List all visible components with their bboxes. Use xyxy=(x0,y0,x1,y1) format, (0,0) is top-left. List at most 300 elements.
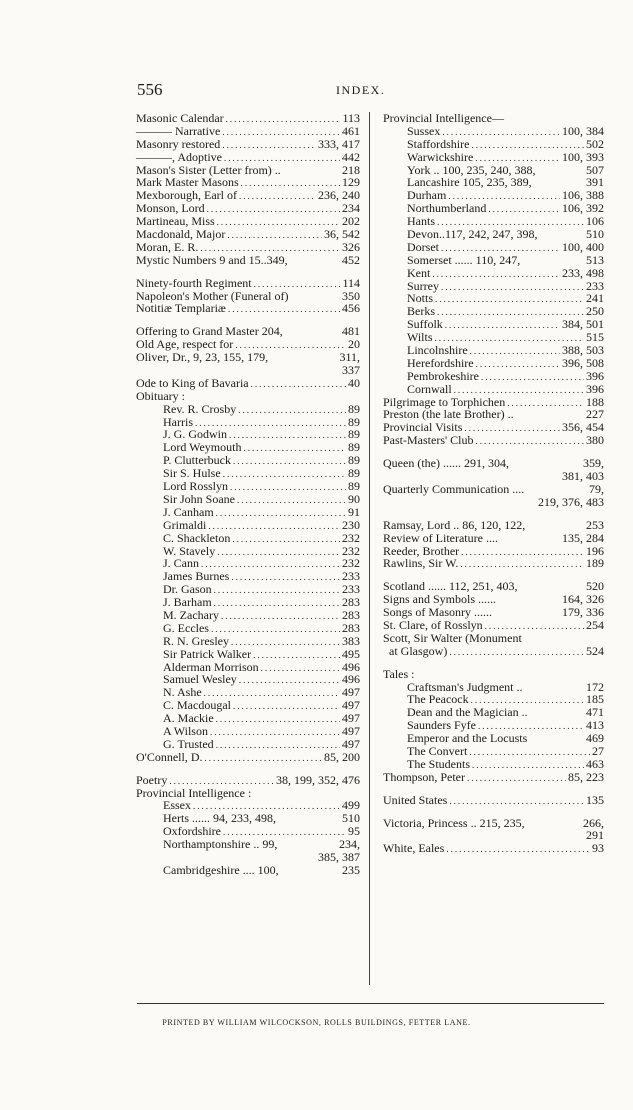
page-refs: 129 xyxy=(342,175,360,190)
entry-term: Masonry restored xyxy=(136,136,221,151)
entry-term: Mark Master Masons xyxy=(136,175,239,190)
entry-term: M. Zachary xyxy=(163,607,219,622)
entry-term: York .. 100, 235, 240, 388, xyxy=(407,162,536,177)
entry-term: Past-Masters' Club xyxy=(383,433,474,448)
dot-leader xyxy=(446,843,590,856)
page-refs: 452 xyxy=(342,252,360,267)
entry-term: Review of Literature .... xyxy=(383,530,498,545)
page-refs: 469 xyxy=(586,731,604,746)
index-entry xyxy=(379,619,604,632)
page-refs: 497 xyxy=(342,698,360,713)
entry-term: Poetry xyxy=(136,772,168,787)
page-number: 556 xyxy=(137,80,163,99)
index-entry xyxy=(379,817,604,830)
entry-term: Mystic Numbers 9 and 15..349, xyxy=(136,252,288,267)
entry-term: Notitiæ Templariæ xyxy=(136,301,226,316)
entry-term: United States xyxy=(383,792,448,807)
dot-leader xyxy=(445,319,560,332)
entry-term: O'Connell, D. xyxy=(136,749,203,764)
entry-term: Dr. Gason xyxy=(163,582,212,597)
index-entry xyxy=(379,645,604,658)
index-entry xyxy=(379,112,604,125)
entry-term: Masonic Calendar xyxy=(136,111,224,125)
entry-term: James Burnes xyxy=(163,569,230,584)
entry-term: J. G. Godwin xyxy=(163,427,228,442)
page-refs: 164, 326 xyxy=(562,592,604,607)
entry-term: ——— Narrative xyxy=(136,123,221,138)
index-entry xyxy=(132,241,360,254)
entry-term: Songs of Masonry ...... xyxy=(383,605,493,620)
page-refs: 114 xyxy=(342,275,360,290)
dot-leader xyxy=(481,371,584,384)
page-refs: 234, xyxy=(339,837,360,852)
page-refs: 396 xyxy=(586,381,604,396)
index-subentry xyxy=(379,125,604,138)
entry-term: J. Canham xyxy=(163,504,214,519)
dot-leader xyxy=(441,281,584,294)
index-subentry xyxy=(132,609,360,622)
dot-leader xyxy=(210,726,340,739)
entry-term: Ninety-fourth Regiment xyxy=(136,275,252,290)
entry-term: Victoria, Princess .. 215, 235, xyxy=(383,815,525,830)
page-refs: 196 xyxy=(586,543,604,558)
entry-term: Samuel Wesley xyxy=(163,672,237,687)
entry-term: Signs and Symbols ...... xyxy=(383,592,497,607)
dot-leader xyxy=(449,795,584,808)
dot-leader xyxy=(216,739,340,752)
index-entry xyxy=(132,151,360,164)
page-refs: 524 xyxy=(586,643,604,658)
entry-term: Old Age, respect for xyxy=(136,337,234,352)
entry-term: Monson, Lord xyxy=(136,201,205,216)
entry-term: R. N. Gresley xyxy=(163,633,229,648)
page-refs: 380 xyxy=(586,433,604,448)
page-refs: 502 xyxy=(586,136,604,151)
dot-leader xyxy=(470,345,560,358)
page-refs: 219, 376, 483 xyxy=(538,494,604,509)
entry-term: Dorset xyxy=(407,239,439,254)
dot-leader xyxy=(223,468,346,481)
page-refs: 89 xyxy=(348,440,360,455)
entry-term: Moran, E. R. xyxy=(136,239,199,254)
page-refs: 89 xyxy=(348,414,360,429)
page-refs: 232 xyxy=(342,530,360,545)
page-refs: 233 xyxy=(342,569,360,584)
index-subentry xyxy=(132,493,360,506)
entry-term: Lincolnshire xyxy=(407,343,468,358)
index-subentry xyxy=(379,370,604,383)
entry-term: Lancashire 105, 235, 389, xyxy=(407,175,532,190)
dot-leader xyxy=(221,610,340,623)
page-refs: 266, xyxy=(583,815,604,830)
page-refs: 233, 498 xyxy=(562,265,604,280)
index-subentry xyxy=(132,519,360,532)
index-subentry xyxy=(132,403,360,416)
index-entry xyxy=(379,434,604,447)
index-subentry xyxy=(132,506,360,519)
dot-leader xyxy=(432,268,560,281)
entry-term: White, Eales xyxy=(383,841,445,856)
page-refs: 91 xyxy=(348,504,360,519)
page-refs: 513 xyxy=(586,252,604,267)
entry-term: The Students xyxy=(407,756,470,771)
entry-term: Sir Patrick Walker xyxy=(163,646,252,661)
entry-term: at Glasgow) xyxy=(389,643,448,658)
page-refs: 40 xyxy=(348,375,360,390)
page-refs: 481 xyxy=(342,324,360,339)
dot-leader xyxy=(233,700,340,713)
page-refs: 232 xyxy=(342,543,360,558)
page-refs: 85, 223 xyxy=(568,769,604,784)
page-refs: 89 xyxy=(348,401,360,416)
dot-leader xyxy=(253,649,340,662)
index-entry xyxy=(132,138,360,151)
entry-term: Napoleon's Mother (Funeral of) xyxy=(136,288,289,303)
index-entry xyxy=(132,277,360,290)
dot-leader xyxy=(214,597,340,610)
dot-leader xyxy=(217,546,340,559)
page-refs: 135, 284 xyxy=(562,530,604,545)
index-entry xyxy=(132,254,360,267)
index-subentry xyxy=(132,480,360,493)
entry-term: Wilts xyxy=(407,330,433,345)
entry-term: Northamptonshire .. 99, xyxy=(163,837,278,852)
page-refs: 510 xyxy=(342,811,360,826)
page-refs: 499 xyxy=(342,798,360,813)
page-refs: 391 xyxy=(586,175,604,190)
page-refs: 495 xyxy=(342,646,360,661)
dot-leader xyxy=(467,772,566,785)
index-entry xyxy=(132,774,360,787)
entry-term: Essex xyxy=(163,798,191,813)
entry-term: Martineau, Miss xyxy=(136,214,215,229)
page-refs: 497 xyxy=(342,723,360,738)
page-refs: 235 xyxy=(342,862,360,877)
entry-term: Lord Weymouth xyxy=(163,440,242,455)
index-subentry xyxy=(379,228,604,241)
page-refs: 179, 336 xyxy=(562,605,604,620)
index-subentry xyxy=(379,254,604,267)
page-refs: 311, xyxy=(339,350,360,365)
column-divider xyxy=(369,112,370,985)
dot-leader xyxy=(449,646,584,659)
page-refs: 250 xyxy=(586,304,604,319)
page-refs: 93 xyxy=(592,841,604,856)
page-refs: 510 xyxy=(586,227,604,242)
page-refs: 283 xyxy=(342,620,360,635)
page-refs: 100, 384 xyxy=(562,123,604,138)
dot-leader xyxy=(469,746,590,759)
page-refs: 515 xyxy=(586,330,604,345)
dot-leader xyxy=(232,533,340,546)
dot-leader xyxy=(476,358,560,371)
dot-leader xyxy=(238,404,346,417)
page-refs: 79, xyxy=(589,481,604,496)
entry-term: Tales : xyxy=(383,666,415,681)
page-refs: 496 xyxy=(342,659,360,674)
entry-term: Suffolk xyxy=(407,317,443,332)
entry-term: P. Clutterbuck xyxy=(163,453,231,468)
page-refs: 218 xyxy=(342,162,360,177)
dot-leader xyxy=(507,397,584,410)
page-refs: 356, 454 xyxy=(562,420,604,435)
entry-term: Sir S. Hulse xyxy=(163,466,221,481)
footer-rule xyxy=(137,1003,604,1004)
page-refs: 520 xyxy=(586,579,604,594)
page-refs: 396, 508 xyxy=(562,355,604,370)
entry-term: Pilgrimage to Torphichen xyxy=(383,394,506,409)
dot-leader xyxy=(243,442,346,455)
entry-term: Mexborough, Earl of xyxy=(136,188,237,203)
page-refs: 38, 199, 352, 476 xyxy=(276,772,360,787)
page-refs: 383 xyxy=(342,633,360,648)
entry-term: St. Clare, of Rosslyn xyxy=(383,617,483,632)
entry-term: J. Cann xyxy=(163,556,199,571)
index-subentry xyxy=(132,738,360,751)
index-entry-continuation xyxy=(379,496,604,509)
page-refs: 388, 503 xyxy=(562,343,604,358)
index-subentry xyxy=(132,635,360,648)
page-refs: 20 xyxy=(348,337,360,352)
entry-term: W. Stavely xyxy=(163,543,216,558)
index-entry xyxy=(132,302,360,315)
dot-leader xyxy=(231,571,340,584)
page-refs: 113 xyxy=(342,111,360,125)
index-subentry xyxy=(379,383,604,396)
index-subentry xyxy=(379,151,604,164)
entry-term: Rev. R. Crosby xyxy=(163,401,237,416)
index-entry-continuation xyxy=(379,470,604,483)
page-refs: 442 xyxy=(342,149,360,164)
page-refs: 497 xyxy=(342,685,360,700)
entry-term: A Wilson xyxy=(163,723,208,738)
dot-leader xyxy=(476,435,585,448)
entry-term: Provincial Intelligence : xyxy=(136,785,252,800)
page-refs: 233 xyxy=(342,582,360,597)
entry-term: Emperor and the Locusts xyxy=(407,731,528,746)
dot-leader xyxy=(226,113,341,126)
dot-leader xyxy=(216,713,340,726)
entry-term: Reeder, Brother xyxy=(383,543,460,558)
index-subentry xyxy=(379,267,604,280)
entry-term: C. Macdougal xyxy=(163,698,231,713)
page-refs: 106 xyxy=(586,214,604,229)
entry-term: The Peacock xyxy=(407,692,469,707)
entry-term: Oliver, Dr., 9, 23, 155, 179, xyxy=(136,350,269,365)
page-refs: 497 xyxy=(342,711,360,726)
page-refs: 232 xyxy=(342,556,360,571)
page-refs: 496 xyxy=(342,672,360,687)
index-entry xyxy=(379,668,604,681)
page-refs: 172 xyxy=(586,679,604,694)
dot-leader xyxy=(239,674,340,687)
dot-leader xyxy=(216,507,346,520)
entry-term: Sussex xyxy=(407,123,441,138)
running-head: INDEX. xyxy=(336,83,386,97)
dot-leader xyxy=(230,481,346,494)
dot-leader xyxy=(464,422,560,435)
page-refs: 283 xyxy=(342,607,360,622)
entry-term: Herts ...... 94, 233, 498, xyxy=(163,811,276,826)
index-column-left xyxy=(132,112,360,877)
page-refs: 381, 403 xyxy=(562,469,604,484)
page-refs: 236, 240 xyxy=(318,188,360,203)
dot-leader xyxy=(261,662,340,675)
page-refs: 456 xyxy=(342,301,360,316)
entry-term: Alderman Morrison xyxy=(163,659,259,674)
entry-term: Harris xyxy=(163,414,193,429)
index-entry-continuation xyxy=(132,364,360,377)
page-refs: 36, 542 xyxy=(324,227,360,242)
dot-leader xyxy=(205,752,323,765)
page-refs: 202 xyxy=(342,214,360,229)
entry-term: Obituary : xyxy=(136,388,185,403)
page-refs: 89 xyxy=(348,479,360,494)
dot-leader xyxy=(239,190,316,203)
entry-term: Devon..117, 242, 247, 398, xyxy=(407,227,538,242)
dot-leader xyxy=(488,203,560,216)
entry-term: Grimaldi xyxy=(163,517,207,532)
entry-term: The Convert xyxy=(407,743,468,758)
entry-term: Northumberland xyxy=(407,201,487,216)
page-refs: 359, xyxy=(583,456,604,471)
page-refs: 230 xyxy=(342,517,360,532)
index-subentry xyxy=(132,864,360,877)
page-refs: 234 xyxy=(342,201,360,216)
page-refs: 507 xyxy=(586,162,604,177)
entry-term: ———, Adoptive xyxy=(136,149,222,164)
entry-term: Durham xyxy=(407,188,447,203)
page-refs: 135 xyxy=(586,792,604,807)
entry-term: Ramsay, Lord .. 86, 120, 122, xyxy=(383,517,526,532)
index-entry xyxy=(379,519,604,532)
page-refs: 90 xyxy=(348,491,360,506)
page-refs: 385, 387 xyxy=(318,849,360,864)
entry-term: Scotland ...... 112, 251, 403, xyxy=(383,579,518,594)
page-refs: 253 xyxy=(586,517,604,532)
dot-leader xyxy=(229,429,346,442)
entry-term: Sir John Soane xyxy=(163,491,235,506)
index-entry xyxy=(132,112,360,125)
dot-leader xyxy=(233,455,346,468)
index-column-right xyxy=(379,112,604,855)
page-refs: 89 xyxy=(348,466,360,481)
dot-leader xyxy=(214,584,340,597)
entry-term: Thompson, Peter xyxy=(383,769,465,784)
index-entry xyxy=(379,771,604,784)
page-refs: 188 xyxy=(586,394,604,409)
index-entry xyxy=(132,377,360,390)
page-refs: 100, 400 xyxy=(562,239,604,254)
dot-leader xyxy=(228,303,340,316)
page-refs: 463 xyxy=(586,756,604,771)
page-refs: 333, 417 xyxy=(318,136,360,151)
dot-leader xyxy=(461,546,584,559)
dot-leader xyxy=(435,293,584,306)
index-entry xyxy=(379,532,604,545)
index-subentry xyxy=(132,648,360,661)
index-entry xyxy=(379,557,604,570)
page-refs: 233 xyxy=(586,278,604,293)
page-refs: 27 xyxy=(592,743,604,758)
dot-leader xyxy=(217,216,340,229)
entry-term: Mason's Sister (Letter from) .. xyxy=(136,162,281,177)
index-entry xyxy=(132,228,360,241)
page-refs: 350 xyxy=(342,288,360,303)
page-refs: 291 xyxy=(586,828,604,843)
entry-term: Lord Rosslyn xyxy=(163,479,229,494)
entry-term: A. Mackie xyxy=(163,711,214,726)
page-refs: 413 xyxy=(586,718,604,733)
entry-term: Cornwall xyxy=(407,381,452,396)
entry-term: C. Shackleton xyxy=(163,530,231,545)
printer-imprint: PRINTED BY WILLIAM WILCOCKSON, ROLLS BUILDINGS, FETTER LANE. xyxy=(162,1018,471,1027)
index-entry xyxy=(379,794,604,807)
entry-term: Ode to King of Bavaria xyxy=(136,375,249,390)
entry-term: N. Ashe xyxy=(163,685,202,700)
page-refs: 254 xyxy=(586,617,604,632)
index-entry xyxy=(132,351,360,364)
entry-term: Warwickshire xyxy=(407,149,474,164)
entry-term: Oxfordshire xyxy=(163,824,221,839)
index-entry xyxy=(379,632,604,645)
page-refs: 85, 200 xyxy=(324,749,360,764)
entry-term: G. Trusted xyxy=(163,736,214,751)
entry-term: Hants xyxy=(407,214,435,229)
page-refs: 100, 393 xyxy=(562,149,604,164)
page-refs: 89 xyxy=(348,453,360,468)
page-refs: 461 xyxy=(342,123,360,138)
index-subentry xyxy=(379,758,604,771)
entry-term: Macdonald, Major xyxy=(136,227,226,242)
page-refs: 396 xyxy=(586,368,604,383)
page-refs: 241 xyxy=(586,291,604,306)
page-refs: 106, 392 xyxy=(562,201,604,216)
dot-leader xyxy=(207,203,340,216)
entry-term: Notts xyxy=(407,291,434,306)
entry-term: Pembrokeshire xyxy=(407,368,479,383)
entry-term: Staffordshire xyxy=(407,136,470,151)
page-refs: 95 xyxy=(348,824,360,839)
index-entry xyxy=(379,842,604,855)
entry-term: Rawlins, Sir W. xyxy=(383,556,459,571)
entry-term: Provincial Visits xyxy=(383,420,463,435)
page-refs: 497 xyxy=(342,736,360,751)
entry-term: Queen (the) ...... 291, 304, xyxy=(383,456,509,471)
entry-term: Scott, Sir Walter (Monument xyxy=(383,630,522,645)
index-subentry xyxy=(132,532,360,545)
entry-term: Dean and the Magician .. xyxy=(407,705,528,720)
entry-term: Kent xyxy=(407,265,431,280)
page-refs: 283 xyxy=(342,595,360,610)
entry-term: Herefordshire xyxy=(407,355,474,370)
page-refs: 326 xyxy=(342,239,360,254)
entry-term: Craftsman's Judgment .. xyxy=(407,679,523,694)
entry-term: Quarterly Communication .... xyxy=(383,481,525,496)
page-refs: 337 xyxy=(342,363,360,378)
dot-leader xyxy=(211,623,340,636)
page-refs: 189 xyxy=(586,556,604,571)
page-refs: 106, 388 xyxy=(562,188,604,203)
index-subentry xyxy=(379,357,604,370)
entry-term: Offering to Grand Master 204, xyxy=(136,324,283,339)
index-entry xyxy=(379,483,604,496)
dot-leader xyxy=(237,494,346,507)
index-entry-continuation xyxy=(132,851,360,864)
page-refs: 471 xyxy=(586,705,604,720)
index-entry xyxy=(132,751,360,764)
entry-term: Cambridgeshire .... 100, xyxy=(163,862,279,877)
